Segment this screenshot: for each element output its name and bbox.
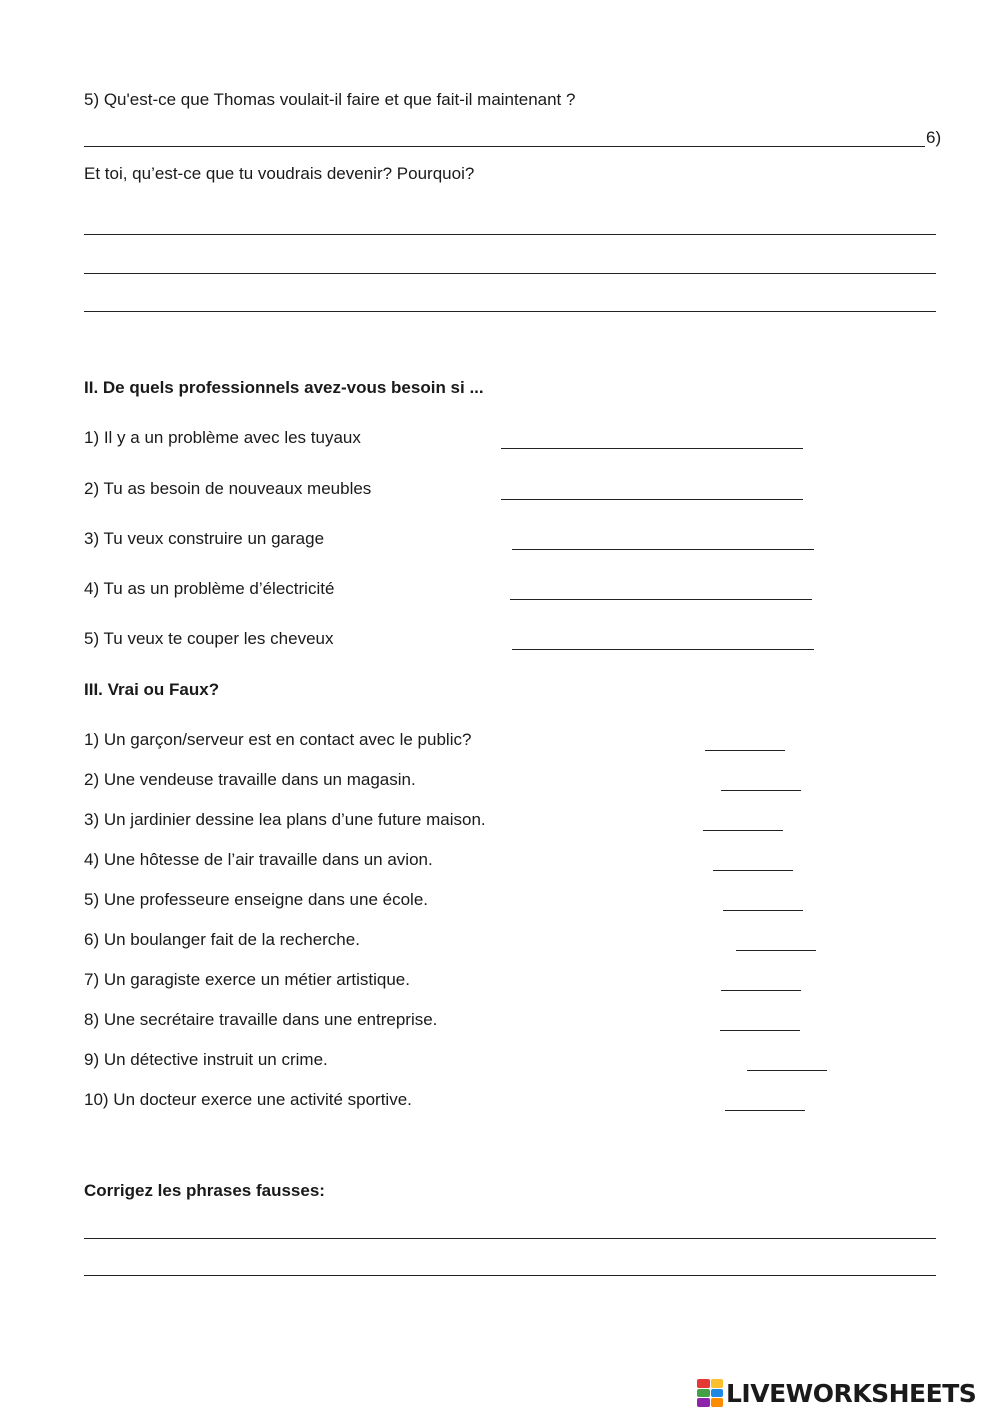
true-false-item-4: 4) Une hôtesse de l’air travaille dans un avion. xyxy=(84,850,433,869)
answer-6-line-3[interactable] xyxy=(84,289,936,312)
profession-answer-2[interactable] xyxy=(501,477,803,500)
liveworksheets-logo-icon xyxy=(697,1379,723,1407)
correction-line-1[interactable] xyxy=(84,1216,936,1239)
profession-item-4: 4) Tu as un problème d’électricité xyxy=(84,579,335,598)
true-false-item-9: 9) Un détective instruit un crime. xyxy=(84,1050,328,1069)
profession-answer-5[interactable] xyxy=(512,627,814,650)
correct-false-sentences-title: Corrigez les phrases fausses: xyxy=(84,1181,325,1200)
true-false-item-5: 5) Une professeure enseigne dans une école. xyxy=(84,890,429,909)
answer-6-line-1[interactable] xyxy=(84,212,936,235)
answer-6-line-2[interactable] xyxy=(84,251,936,274)
logo-square-orange xyxy=(711,1398,724,1407)
logo-square-blue xyxy=(711,1389,724,1398)
question-5: 5) Qu'est-ce que Thomas voulait-il faire et que fait-il maintenant ? xyxy=(84,90,576,109)
liveworksheets-logo xyxy=(697,1378,976,1408)
true-false-answer-9[interactable] xyxy=(747,1048,827,1071)
logo-square-purple xyxy=(697,1398,710,1407)
true-false-item-6: 6) Un boulanger fait de la recherche. xyxy=(84,930,360,949)
liveworksheets-brand: LIVEWORKSHEETS xyxy=(726,1378,977,1408)
question-6: Et toi, qu’est-ce que tu voudrais devenir? Pourquoi? xyxy=(84,164,475,183)
true-false-answer-10[interactable] xyxy=(725,1088,805,1111)
true-false-answer-4[interactable] xyxy=(713,848,793,871)
true-false-answer-5[interactable] xyxy=(723,888,803,911)
true-false-item-1: 1) Un garçon/serveur est en contact avec le public? xyxy=(84,730,472,749)
profession-item-3: 3) Tu veux construire un garage xyxy=(84,529,325,548)
logo-square-red xyxy=(697,1379,710,1388)
true-false-answer-8[interactable] xyxy=(720,1008,800,1031)
answer-5-input[interactable] xyxy=(84,124,925,147)
section-2-title: II. De quels professionnels avez-vous besoin si ... xyxy=(84,378,484,397)
true-false-answer-6[interactable] xyxy=(736,928,816,951)
profession-item-2: 2) Tu as besoin de nouveaux meubles xyxy=(84,479,372,498)
correction-line-2[interactable] xyxy=(84,1253,936,1276)
true-false-item-3: 3) Un jardinier dessine lea plans d’une future maison. xyxy=(84,810,486,829)
true-false-answer-1[interactable] xyxy=(705,728,785,751)
true-false-answer-2[interactable] xyxy=(721,768,801,791)
true-false-answer-3[interactable] xyxy=(703,808,783,831)
profession-item-5: 5) Tu veux te couper les cheveux xyxy=(84,629,334,648)
true-false-item-2: 2) Une vendeuse travaille dans un magasin. xyxy=(84,770,416,789)
true-false-answer-7[interactable] xyxy=(721,968,801,991)
profession-answer-1[interactable] xyxy=(501,426,803,449)
profession-answer-4[interactable] xyxy=(510,577,812,600)
logo-square-yellow xyxy=(711,1379,724,1388)
true-false-item-7: 7) Un garagiste exerce un métier artistique. xyxy=(84,970,410,989)
profession-item-1: 1) Il y a un problème avec les tuyaux xyxy=(84,428,361,447)
true-false-item-8: 8) Une secrétaire travaille dans une entreprise. xyxy=(84,1010,438,1029)
true-false-item-10: 10) Un docteur exerce une activité sportive. xyxy=(84,1090,412,1109)
question-6-number: 6) xyxy=(926,128,942,147)
profession-answer-3[interactable] xyxy=(512,527,814,550)
section-3-title: III. Vrai ou Faux? xyxy=(84,680,220,699)
logo-square-green xyxy=(697,1389,710,1398)
